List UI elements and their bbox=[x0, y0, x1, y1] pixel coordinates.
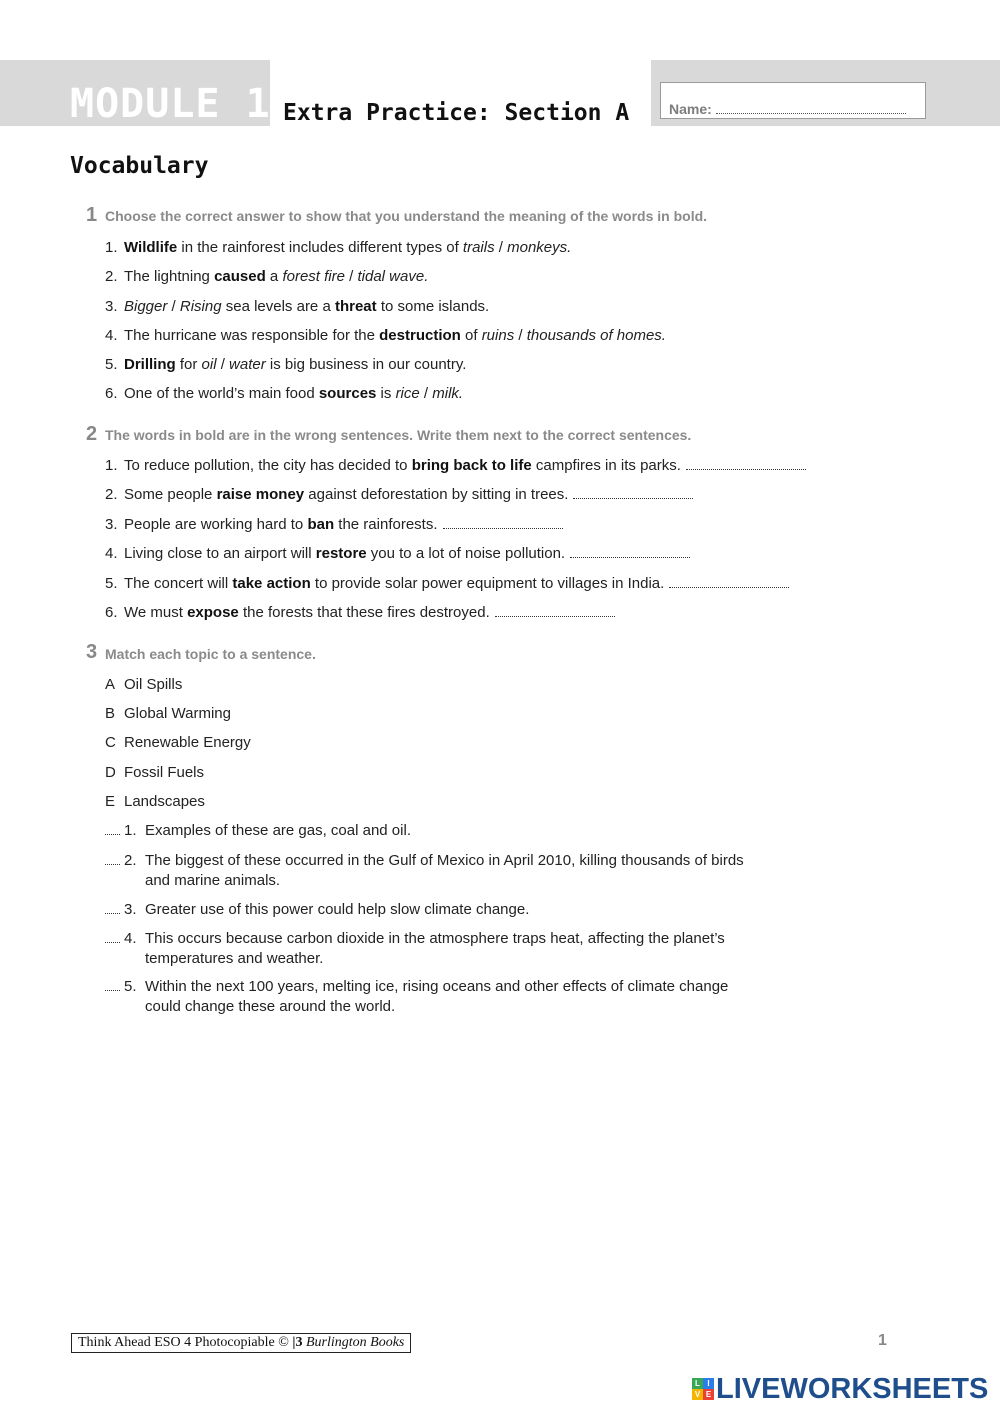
option-a[interactable]: rice bbox=[395, 385, 420, 402]
page-number: 1 bbox=[878, 1332, 887, 1349]
match-blank[interactable] bbox=[105, 852, 120, 865]
topic-item: C Renewable Energy bbox=[105, 734, 251, 751]
option-b[interactable]: water bbox=[229, 356, 266, 373]
exercise-2-item: 1. To reduce pollution, the city has decided to bring back to life campfires in its parks. bbox=[105, 456, 806, 476]
answer-blank[interactable] bbox=[573, 486, 693, 499]
publisher-logo: |3 bbox=[292, 1335, 303, 1350]
exercise-1-item: 2. The lightning caused a forest fire / tidal wave. bbox=[105, 268, 429, 285]
exercise-1-instruction: Choose the correct answer to show that you understand the meaning of the words in bold. bbox=[105, 208, 708, 224]
match-blank[interactable] bbox=[105, 822, 120, 835]
option-b[interactable]: milk. bbox=[432, 385, 464, 402]
exercise-1-item: 5. Drilling for oil / water is big business in our country. bbox=[105, 356, 467, 373]
match-sentence: 4. This occurs because carbon dioxide in the atmosphere traps heat, affecting the planet’s temperatures and weather. bbox=[105, 929, 745, 969]
option-a[interactable]: forest fire bbox=[282, 268, 345, 285]
option-a[interactable]: oil bbox=[201, 356, 217, 373]
exercise-2-item: 3. People are working hard to ban the rainforests. bbox=[105, 515, 563, 535]
option-b[interactable]: monkeys. bbox=[507, 239, 572, 256]
name-label: Name: bbox=[669, 101, 712, 117]
page-title: Extra Practice: Section A bbox=[283, 100, 630, 126]
option-a[interactable]: Bigger bbox=[124, 298, 168, 315]
topic-item: E Landscapes bbox=[105, 793, 205, 810]
module-title: MODULE 1 bbox=[70, 81, 271, 127]
match-sentence: 1. Examples of these are gas, coal and oil. bbox=[105, 821, 745, 841]
match-sentence: 5. Within the next 100 years, melting ice, rising oceans and other effects of climate change could change these around the world. bbox=[105, 977, 745, 1017]
exercise-2-item: 4. Living close to an airport will restore you to a lot of noise pollution. bbox=[105, 544, 690, 564]
exercise-3-number: 3 bbox=[86, 641, 98, 663]
liveworksheets-logo[interactable] bbox=[692, 1374, 988, 1404]
option-b[interactable]: Rising bbox=[179, 298, 222, 315]
answer-blank[interactable] bbox=[686, 457, 806, 470]
exercise-2-number: 2 bbox=[86, 423, 98, 445]
match-blank[interactable] bbox=[105, 930, 120, 943]
topic-item: B Global Warming bbox=[105, 705, 231, 722]
exercise-2-instruction: The words in bold are in the wrong sentences. Write them next to the correct sentences. bbox=[105, 427, 692, 443]
answer-blank[interactable] bbox=[443, 516, 563, 529]
exercise-2-item: 2. Some people raise money against deforestation by sitting in trees. bbox=[105, 485, 693, 505]
copyright-footer: Think Ahead ESO 4 Photocopiable © |3 Burlington Books bbox=[71, 1333, 411, 1353]
exercise-1-item: 1. Wildlife in the rainforest includes different types of trails / monkeys. bbox=[105, 239, 572, 256]
option-b[interactable]: thousands of homes. bbox=[526, 327, 666, 344]
exercise-2-item: 6. We must expose the forests that these fires destroyed. bbox=[105, 603, 615, 623]
exercise-2-item: 5. The concert will take action to provide solar power equipment to villages in India. bbox=[105, 574, 789, 594]
name-blank[interactable] bbox=[716, 103, 906, 114]
match-sentence: 3. Greater use of this power could help slow climate change. bbox=[105, 900, 745, 920]
answer-blank[interactable] bbox=[570, 545, 690, 558]
match-blank[interactable] bbox=[105, 901, 120, 914]
option-a[interactable]: trails bbox=[462, 239, 495, 256]
topic-item: A Oil Spills bbox=[105, 676, 183, 693]
liveworksheets-icon: L I V E bbox=[692, 1378, 714, 1400]
option-b[interactable]: tidal wave. bbox=[357, 268, 429, 285]
name-field[interactable] bbox=[660, 82, 926, 119]
section-title: Vocabulary bbox=[70, 153, 209, 179]
topic-item: D Fossil Fuels bbox=[105, 764, 205, 781]
option-a[interactable]: ruins bbox=[481, 327, 515, 344]
exercise-1-item: 6. One of the world’s main food sources is rice / milk. bbox=[105, 385, 464, 402]
exercise-1-item: 4. The hurricane was responsible for the destruction of ruins / thousands of homes. bbox=[105, 327, 666, 344]
match-blank[interactable] bbox=[105, 978, 120, 991]
liveworksheets-wordmark: LIVEWORKSHEETS bbox=[716, 1372, 989, 1405]
exercise-3-instruction: Match each topic to a sentence. bbox=[105, 646, 316, 662]
answer-blank[interactable] bbox=[495, 604, 615, 617]
match-sentence: 2. The biggest of these occurred in the Gulf of Mexico in April 2010, killing thousands of birds and marine animals. bbox=[105, 851, 745, 891]
exercise-1-item: 3. Bigger / Rising sea levels are a threat to some islands. bbox=[105, 298, 490, 315]
answer-blank[interactable] bbox=[669, 575, 789, 588]
exercise-1-number: 1 bbox=[86, 204, 98, 226]
